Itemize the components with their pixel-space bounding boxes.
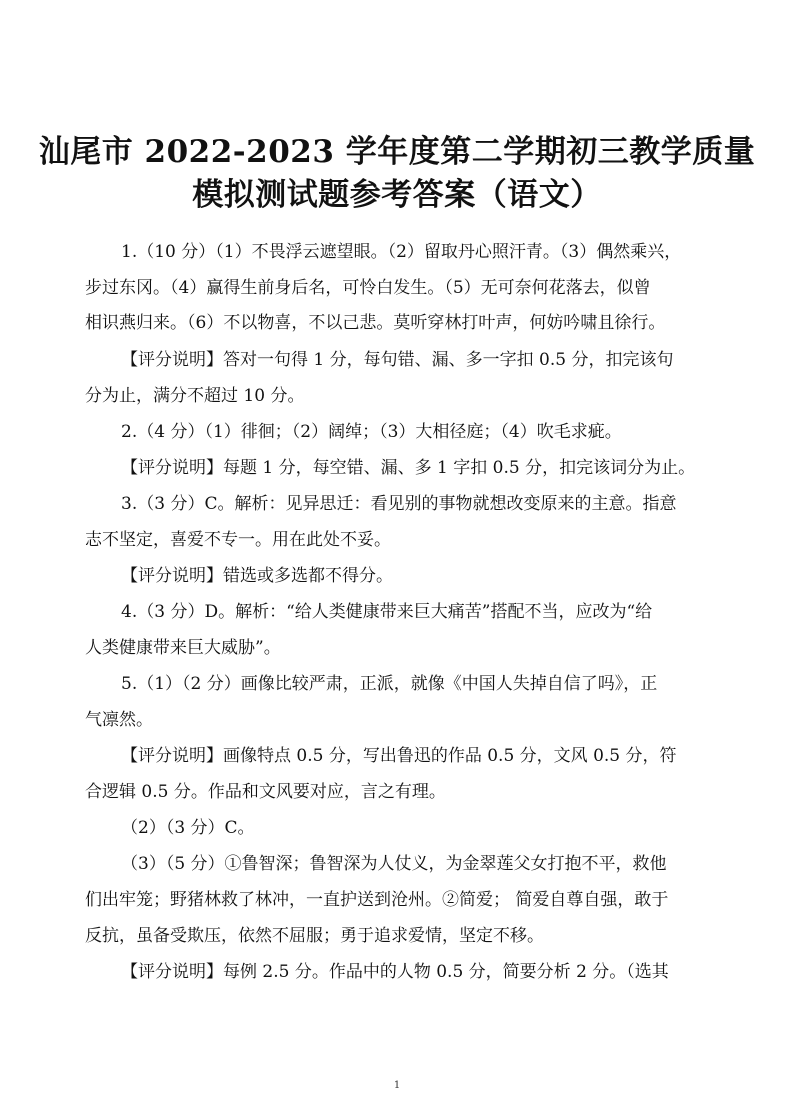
scoring-note: 【评分说明】每例 2.5 分。作品中的人物 0.5 分，简要分析 2 分。（选其 bbox=[121, 962, 669, 982]
scoring-note: 【评分说明】画像特点 0.5 分，写出鲁迅的作品 0.5 分，文风 0.5 分，符 bbox=[121, 746, 677, 766]
answer-line: 相识燕归来。（6）不以物喜，不以己悲。莫听穿林打叶声，何妨吟啸且徐行。 bbox=[85, 313, 666, 333]
document-title-line-2: 模拟测试题参考答案（语文） bbox=[192, 177, 602, 213]
scoring-note: 合逻辑 0.5 分。作品和文风要对应，言之有理。 bbox=[85, 782, 446, 802]
answer-line: 5.（1）（2 分）画像比较严肃，正派，就像《中国人失掉自信了吗》，正 bbox=[121, 674, 658, 694]
scoring-note: 【评分说明】答对一句得 1 分，每句错、漏、多一字扣 0.5 分，扣完该句 bbox=[121, 350, 674, 370]
document-title-line-1: 汕尾市 2022-2023 学年度第二学期初三教学质量 bbox=[38, 134, 756, 170]
answer-line: 志不坚定，喜爱不专一。用在此处不妥。 bbox=[85, 530, 391, 550]
answer-line: 4.（3 分）D。解析：“给人类健康带来巨大痛苦”搭配不当，应改为“给 bbox=[121, 602, 653, 622]
scoring-note: 【评分说明】每题 1 分，每空错、漏、多 1 字扣 0.5 分，扣完该词分为止。 bbox=[121, 458, 696, 478]
answer-line: （2）（3 分）C。 bbox=[121, 818, 255, 838]
scoring-note: 分为止，满分不超过 10 分。 bbox=[85, 386, 305, 406]
answer-line: 人类健康带来巨大威胁”。 bbox=[85, 638, 281, 658]
answer-line: （3）（5 分）①鲁智深；鲁智深为人仗义，为金翠莲父女打抱不平，救他 bbox=[121, 854, 667, 874]
page-number: 1 bbox=[393, 1080, 401, 1091]
answer-line: 反抗，虽备受欺压，依然不屈服；勇于追求爱情，坚定不移。 bbox=[85, 926, 544, 946]
answer-line: 2.（4 分）（1）徘徊；（2）阔绰；（3）大相径庭；（4）吹毛求疵。 bbox=[121, 422, 622, 442]
answer-line: 气凛然。 bbox=[85, 710, 153, 730]
answer-line: 3.（3 分）C。解析：见异思迁：看见别的事物就想改变原来的主意。指意 bbox=[121, 494, 677, 514]
answer-line: 步过东冈。（4）赢得生前身后名，可怜白发生。（5）无可奈何花落去，似曾 bbox=[85, 278, 651, 298]
answer-line: 1.（10 分）（1）不畏浮云遮望眼。（2）留取丹心照汗青。（3）偶然乘兴， bbox=[121, 242, 682, 262]
scoring-note: 【评分说明】错选或多选都不得分。 bbox=[121, 566, 393, 586]
answer-line: 们出牢笼；野猪林救了林冲，一直护送到沧州。②简爱； 简爱自尊自强，敢于 bbox=[85, 890, 669, 910]
